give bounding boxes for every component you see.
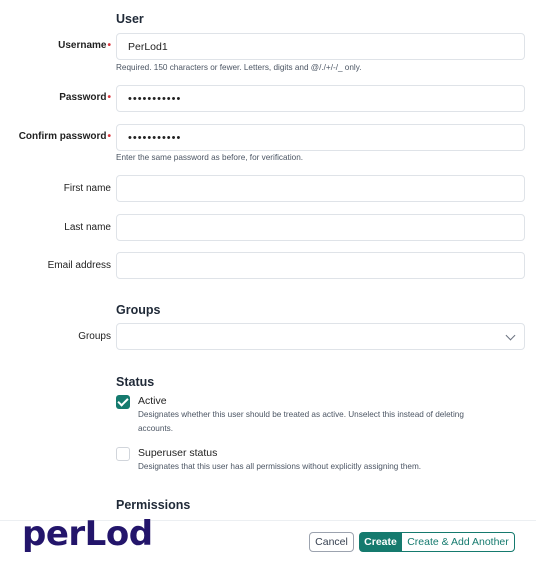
- create-add-another-button[interactable]: Create & Add Another: [401, 532, 515, 552]
- create-button[interactable]: Create: [359, 532, 402, 552]
- required-mark: •: [107, 131, 111, 142]
- password-input[interactable]: [116, 85, 525, 112]
- first-name-label: First name: [63, 183, 111, 194]
- superuser-checkbox[interactable]: [116, 447, 130, 461]
- confirm-password-help: Enter the same password as before, for verification.: [116, 153, 304, 162]
- cancel-button[interactable]: Cancel: [309, 532, 354, 552]
- email-input[interactable]: [116, 252, 525, 279]
- superuser-help: Designates that this user has all permissions without explicitly assigning them.: [138, 462, 422, 471]
- section-title-groups: Groups: [116, 303, 161, 317]
- brand-logo: perLod: [22, 514, 153, 554]
- superuser-label: Superuser status: [138, 447, 218, 459]
- last-name-input[interactable]: [116, 214, 525, 241]
- required-mark: •: [107, 92, 111, 103]
- username-value: PerLod1: [128, 40, 168, 53]
- active-label: Active: [138, 395, 167, 407]
- groups-label: Groups: [78, 331, 111, 342]
- chevron-down-icon: [506, 331, 516, 341]
- section-title-status: Status: [116, 375, 155, 389]
- required-mark: •: [107, 40, 111, 51]
- section-title-permissions: Permissions: [116, 498, 191, 512]
- confirm-password-value: •••••••••••: [128, 131, 182, 144]
- password-value: •••••••••••: [128, 92, 182, 105]
- email-label: Email address: [47, 260, 111, 271]
- username-help: Required. 150 characters or fewer. Letters, digits and @/./+/-/_ only.: [116, 63, 362, 72]
- active-help: Designates whether this user should be treated as active. Unselect this instead of deleting accounts.: [138, 410, 464, 433]
- confirm-password-label: Confirm password•: [18, 131, 111, 142]
- last-name-label: Last name: [64, 222, 111, 233]
- username-input[interactable]: [116, 33, 525, 60]
- confirm-password-input[interactable]: [116, 124, 525, 151]
- groups-select[interactable]: [116, 323, 525, 350]
- first-name-input[interactable]: [116, 175, 525, 202]
- username-label: Username•: [58, 40, 111, 51]
- active-checkbox[interactable]: [116, 395, 130, 409]
- section-title-user: User: [116, 12, 144, 26]
- password-label: Password•: [59, 92, 111, 103]
